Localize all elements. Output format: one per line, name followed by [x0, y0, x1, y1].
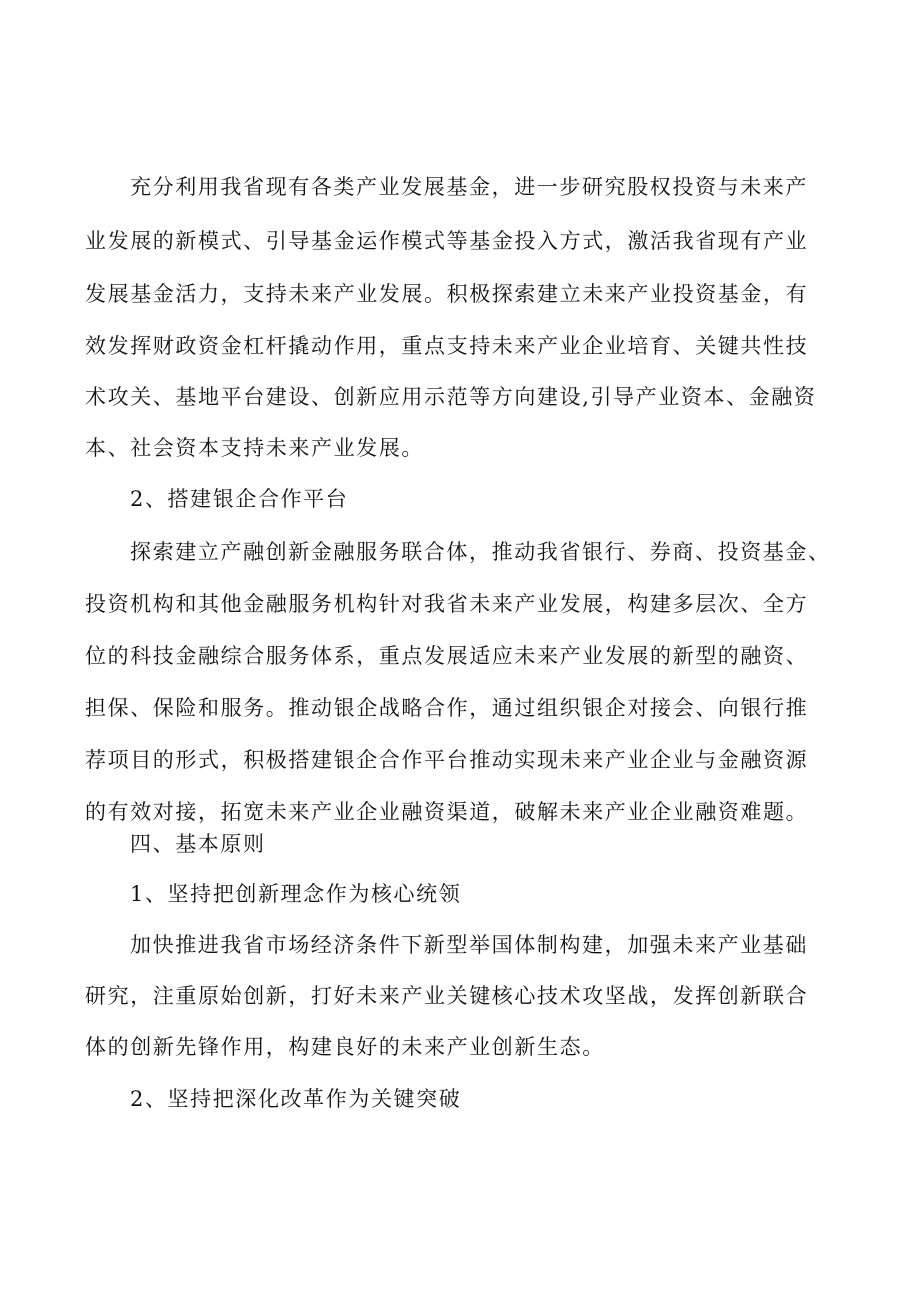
paragraph-3-line-2: 研究，注重原始创新，打好未来产业关键核心技术攻坚战，发挥创新联合 — [85, 984, 809, 1008]
section-heading-deepen-reform: 2、坚持把深化改革作为关键突破 — [130, 1087, 462, 1111]
section-heading-innovation-concept: 1、坚持把创新理念作为核心统领 — [130, 882, 462, 906]
paragraph-2-line-3: 位的科技金融综合服务体系，重点发展适应未来产业发展的新型的融资、 — [85, 644, 809, 668]
paragraph-2-line-5: 荐项目的形式，积极搭建银企合作平台推动实现未来产业企业与金融资源 — [85, 748, 809, 772]
paragraph-1-line-2: 业发展的新模式、引导基金运作模式等基金投入方式，激活我省现有产业 — [85, 229, 809, 253]
paragraph-3-line-1: 加快推进我省市场经济条件下新型举国体制构建，加强未来产业基础 — [130, 933, 808, 957]
paragraph-1-line-1: 充分利用我省现有各类产业发展基金，进一步研究股权投资与未来产 — [130, 175, 808, 199]
section-heading-bank-enterprise-platform: 2、搭建银企合作平台 — [130, 487, 349, 511]
paragraph-2-line-2: 投资机构和其他金融服务机构针对我省未来产业发展，构建多层次、全方 — [85, 592, 809, 616]
paragraph-2-line-6: 的有效对接，拓宽未来产业企业融资渠道，破解未来产业企业融资难题。 — [85, 800, 809, 824]
paragraph-2-line-1: 探索建立产融创新金融服务联合体，推动我省银行、券商、投资基金、 — [130, 540, 831, 564]
paragraph-1-line-6: 本、社会资本支持未来产业发展。 — [85, 436, 424, 460]
section-heading-basic-principles: 四、基本原则 — [130, 832, 266, 856]
paragraph-1-line-3: 发展基金活力，支持未来产业发展。积极探索建立未来产业投资基金，有 — [85, 282, 809, 306]
paragraph-1-line-5: 术攻关、基地平台建设、创新应用示范等方向建设,引导产业资本、金融资 — [85, 385, 817, 409]
paragraph-1-line-4: 效发挥财政资金杠杆撬动作用，重点支持未来产业企业培育、关键共性技 — [85, 334, 809, 358]
paragraph-2-line-4: 担保、保险和服务。推动银企战略合作，通过组织银企对接会、向银行推 — [85, 696, 809, 720]
paragraph-3-line-3: 体的创新先锋作用，构建良好的未来产业创新生态。 — [85, 1035, 605, 1059]
